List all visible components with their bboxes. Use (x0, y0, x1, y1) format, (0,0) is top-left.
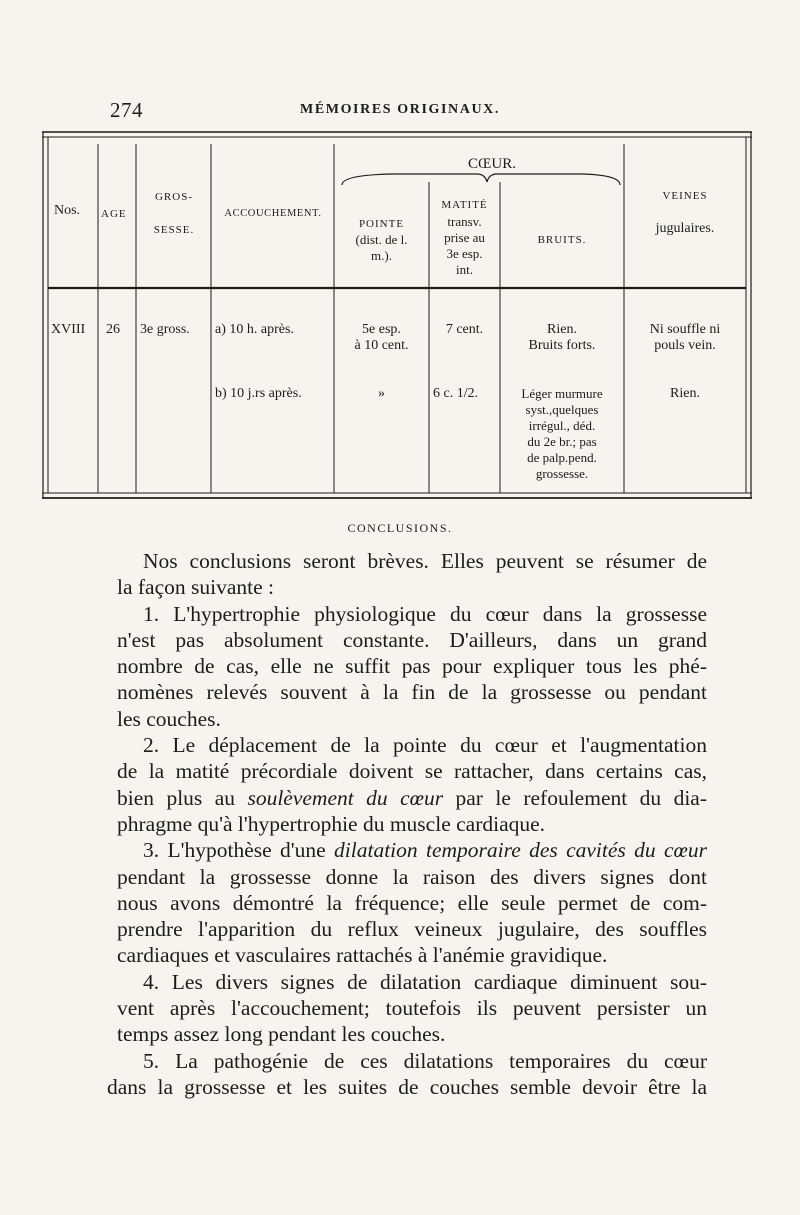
cell-pointe-a-2: à 10 cent. (354, 338, 409, 353)
cell-pointe-b: » (378, 386, 385, 401)
text-line: pendant la grossesse donne la raison des divers signes dont (117, 864, 707, 889)
italic-run: dilatation temporaire des cavités du cœur (334, 838, 707, 863)
cell-bruits-a-2: Bruits forts. (528, 338, 596, 353)
col-header-pointe-2: (dist. de l. (355, 232, 408, 247)
cell-accouchement-b: b) 10 j.rs après. (215, 386, 302, 401)
text-line: nous avons démontré la fréquence; elle seule permet de com- (117, 890, 707, 915)
page-number: 274 (110, 98, 143, 122)
cell-veines-b: Rien. (670, 386, 700, 401)
cell-bruits-b-2: syst.,quelques (525, 402, 599, 417)
text-line: de la matité précordiale doivent se rattacher, dans certains cas, (117, 759, 707, 784)
cell-age: 26 (106, 322, 120, 337)
cell-matite-b: 6 c. 1/2. (433, 386, 479, 401)
text-run: bien plus au (117, 785, 248, 810)
col-header-veines-2: jugulaires. (655, 221, 715, 236)
col-header-matite-4: 3e esp. (446, 246, 483, 261)
col-header-grossesse-1: GROS- (154, 191, 193, 203)
body-text (107, 548, 707, 1100)
col-header-accouchement: ACCOUCHEMENT. (224, 208, 322, 219)
text-line: nomènes relevés souvent à la fin de la grossesse ou pendant (117, 680, 707, 705)
col-header-grossesse-2: SESSE. (153, 224, 195, 236)
cell-bruits-b-4: du 2e br.; pas (527, 434, 597, 449)
col-header-matite-5: int. (456, 262, 473, 277)
col-header-matite-2: transv. (447, 214, 482, 229)
cell-accouchement-a: a) 10 h. après. (215, 322, 294, 337)
col-header-veines-1: VEINES (662, 190, 708, 202)
text-line: les couches. (117, 706, 221, 731)
table-rules (42, 130, 752, 510)
running-title: MÉMOIRES ORIGINAUX. (300, 102, 500, 117)
cell-bruits-b-3: irrégul., déd. (528, 418, 596, 433)
col-header-matite-1: MATITÉ (441, 199, 488, 211)
cell-veines-a-2: pouls vein. (654, 338, 716, 353)
text-line: la façon suivante : (117, 575, 275, 600)
text-line: cardiaques et vasculaires rattachés à l'anémie gravidique. (117, 943, 608, 968)
col-header-pointe-1: POINTE (358, 218, 405, 230)
text-run: 3. L'hypothèse d'une (143, 838, 335, 863)
cell-bruits-b-1: Léger murmure (521, 386, 603, 401)
group-header-coeur: CŒUR. (468, 156, 516, 172)
cell-bruits-a-1: Rien. (547, 322, 577, 337)
page-header (0, 98, 800, 126)
cell-matite-a: 7 cent. (445, 322, 484, 337)
clinical-table (42, 130, 752, 510)
text-line: prendre l'apparition du reflux veineux jugulaire, des souffles (117, 917, 707, 942)
col-header-matite-3: prise au (444, 230, 485, 245)
text-line: n'est pas absolument constante. D'ailleurs, dans un grand (117, 627, 707, 652)
text-line: vent après l'accouchement; toutefois ils peuvent persister un (117, 996, 707, 1021)
text-line: 5. La pathogénie de ces dilatations temporaires du cœur (143, 1048, 707, 1073)
text-line: temps assez long pendant les couches. (117, 1022, 446, 1047)
italic-run: soulèvement du cœur (247, 785, 444, 810)
text-run: par le refoulement du dia- (443, 785, 707, 810)
cell-num: XVIII (51, 322, 86, 337)
text-line: nombre de cas, elle ne suffit pas pour expliquer tous les phé- (117, 654, 707, 679)
cell-grossesse: 3e gross. (140, 322, 190, 337)
text-line (117, 785, 707, 811)
text-line: 1. L'hypertrophie physiologique du cœur dans la grossesse (143, 601, 707, 626)
text-line: Nos conclusions seront brèves. Elles peuvent se résumer de (143, 549, 707, 573)
cell-pointe-a-1: 5e esp. (362, 322, 401, 337)
col-header-age: AGE (101, 208, 127, 220)
col-header-pointe-3: m.). (371, 248, 392, 263)
cell-bruits-b-5: de palp.pend. (527, 450, 597, 465)
text-line: 4. Les divers signes de dilatation cardiaque diminuent sou- (143, 969, 707, 994)
section-title: CONCLUSIONS. (347, 521, 453, 535)
col-header-nos: Nos. (54, 203, 81, 218)
text-line: phragme qu'à l'hypertrophie du muscle cardiaque. (117, 811, 546, 836)
text-line: 2. Le déplacement de la pointe du cœur et l'augmentation (143, 733, 707, 758)
cell-veines-a-1: Ni souffle ni (649, 322, 721, 337)
text-line: dans la grossesse et les suites de couches semble devoir être la (107, 1074, 707, 1099)
text-line (117, 837, 707, 863)
cell-bruits-b-6: grossesse. (535, 466, 589, 481)
col-header-bruits: BRUITS. (537, 234, 587, 246)
